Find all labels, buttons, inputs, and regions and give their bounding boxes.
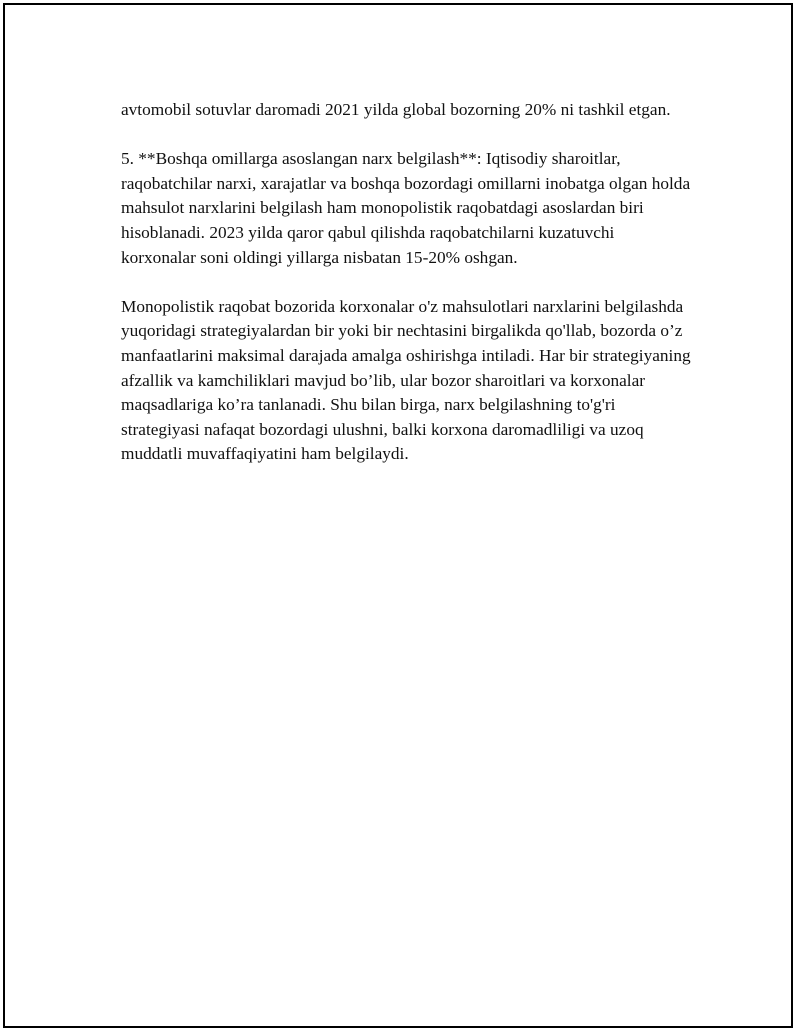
paragraph-item-5: 5. **Boshqa omillarga asoslangan narx belgilash**: Iqtisodiy sharoitlar, raqobatchilar narxi, xarajatlar va boshqa bozordagi omillarni inobatga olgan holda mahsulot narxlarini belgilash ham monopolistik raqobatdagi asoslardan biri hisoblanadi. 2023 yilda qaror qabul qilishda raqobatchilarni kuzatuvchi korxonalar soni oldingi yillarga nisbatan 15-20% oshgan. (121, 149, 691, 267)
paragraph-continuation: avtomobil sotuvlar daromadi 2021 yilda global bozorning 20% ni tashkil etgan. (121, 100, 671, 119)
paragraph-conclusion: Monopolistik raqobat bozorida korxonalar o'z mahsulotlari narxlarini belgilashda yuqoridagi strategiyalardan bir yoki bir nechtasini birgalikda qo'llab, bozorda o’z manfaatlarini maksimal darajada amalga oshirishga intiladi. Har bir strategiyaning afzallik va kamchiliklari mavjud bo’lib, ular bozor sharoitlari va korxonalar maqsadlariga ko’ra tanlanadi. Shu bilan birga, narx belgilashning to'g'ri strategiyasi nafaqat bozordagi ulushni, balki korxona daromadliligi va uzoq muddatli muvaffaqiyatini ham belgilaydi. (121, 296, 691, 464)
document-body (121, 98, 691, 492)
document-page (3, 3, 793, 1028)
